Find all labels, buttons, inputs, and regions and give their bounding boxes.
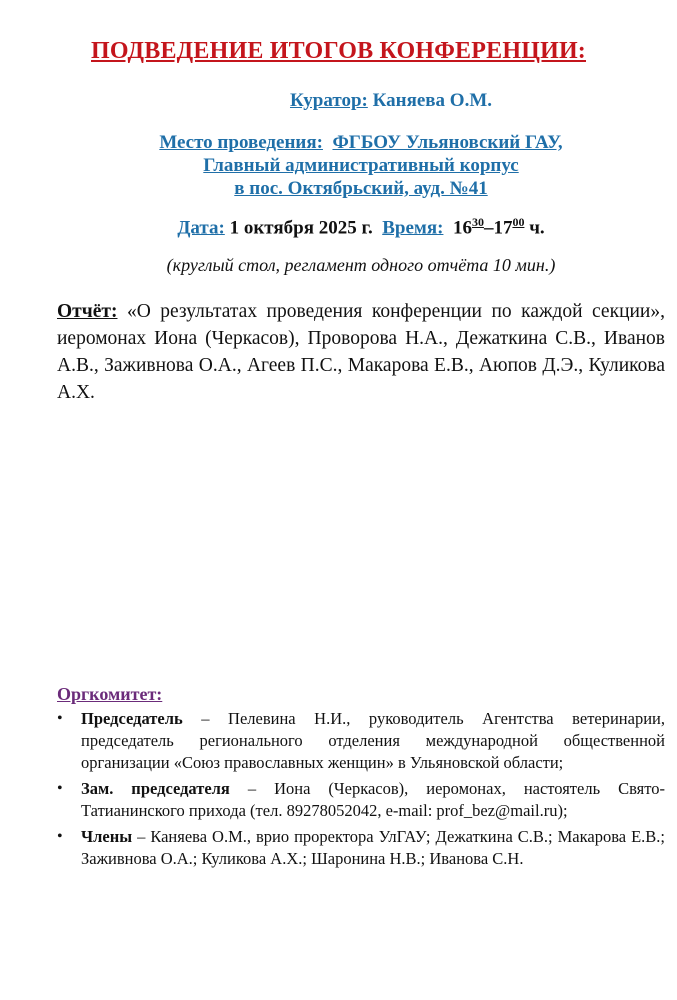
bullet-icon: • [57, 828, 63, 845]
time-end-min: 00 [512, 215, 525, 229]
date-label: Дата: [177, 217, 225, 239]
member-text: – Пелевина Н.И., руководитель Агентства ветеринарии, председатель регионального отделения международной общественной организации «Союз православных женщин» в Ульяновской области; [81, 709, 665, 772]
venue-line3: в пос. Октябрьский, ауд. №41 [234, 178, 488, 199]
venue-line1: ФГБОУ Ульяновский ГАУ, [332, 132, 563, 153]
time-separator: – [483, 217, 494, 239]
member-role: Члены [81, 827, 133, 846]
time-end-hour: 17 [493, 217, 513, 239]
member-role: Председатель [81, 709, 183, 728]
time-start-min: 30 [471, 215, 484, 229]
bullet-icon: • [57, 710, 63, 727]
orgcommittee-heading: Оргкомитет: [57, 684, 163, 704]
date-time-line [0, 215, 677, 239]
time-start-hour: 16 [452, 217, 472, 239]
member-text: – Каняева О.М., врио проректора УлГАУ; Дежаткина С.В.; Макарова Е.В.; Заживнова О.А.; Куликова А.Х.; Шаронина Н.В.; Иванова С.Н. [81, 827, 665, 868]
venue-block [0, 131, 677, 200]
curator-value: Каняева О.М. [372, 90, 493, 111]
list-item [57, 826, 665, 870]
bullet-icon: • [57, 780, 63, 797]
time-unit: ч. [529, 217, 545, 239]
format-note: (круглый стол, регламент одного отчёта 10 мин.) [166, 255, 556, 275]
report-paragraph [57, 298, 665, 406]
time-label: Время: [382, 217, 444, 239]
member-text: – Иона (Черкасов), иеромонах, настоятель Свято-Татианинского прихода (тел. 89278052042, e-mail: prof_bez@mail.ru); [81, 779, 665, 820]
curator-line [0, 90, 677, 112]
list-item [57, 778, 665, 822]
curator-label: Куратор: [289, 90, 368, 111]
venue-label: Место проведения: [159, 132, 323, 153]
report-text: «О результатах проведения конференции по каждой секции», иеромонах Иона (Черкасов), Проворова Н.А., Дежаткина С.В., Иванов А.В., Заживнова О.А., Агеев П.С., Макарова Е.В., Аюпов Д.Э., Куликова А.Х. [57, 301, 665, 403]
page-title: ПОДВЕДЕНИЕ ИТОГОВ КОНФЕРЕНЦИИ: [91, 38, 586, 64]
member-role: Зам. председателя [81, 779, 230, 798]
venue-line2: Главный административный корпус [203, 155, 519, 176]
orgcommittee-list [57, 708, 665, 874]
date-value: 1 октября 2025 г. [229, 217, 373, 239]
report-label: Отчёт: [57, 301, 118, 322]
list-item [57, 708, 665, 774]
